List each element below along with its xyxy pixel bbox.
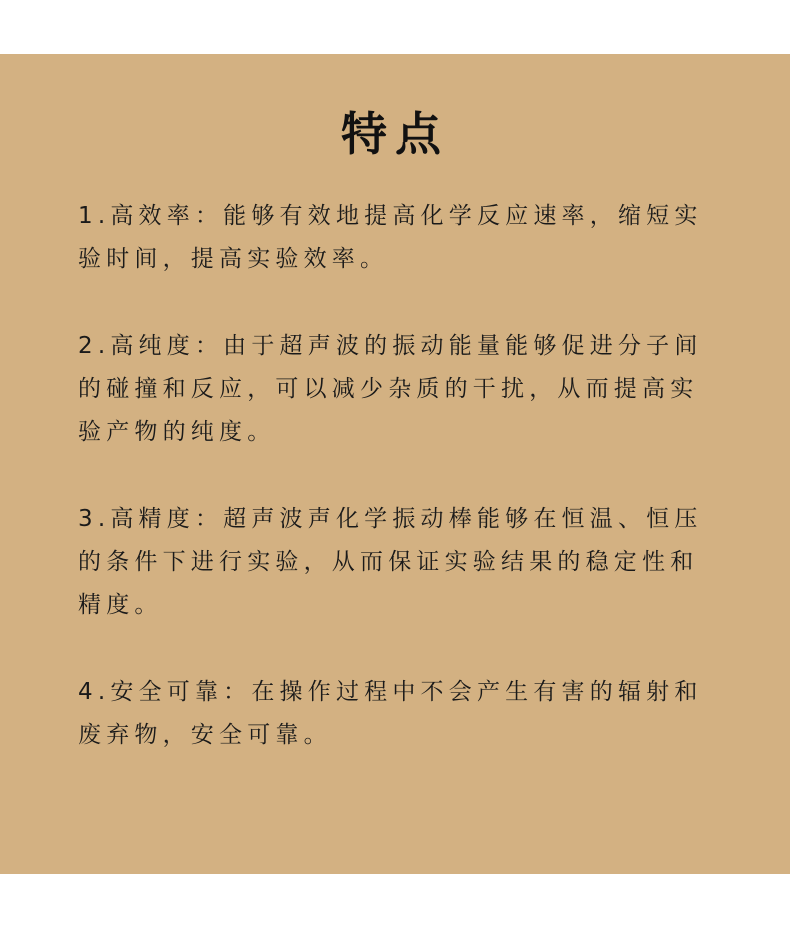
feature-item-safety: 4.安全可靠：在操作过程中不会产生有害的辐射和废弃物，安全可靠。 xyxy=(78,679,703,748)
feature-item-purity: 2.高纯度：由于超声波的振动能量能够促进分子间的碰撞和反应，可以减少杂质的干扰，从而提高实验产物的纯度。 xyxy=(78,333,703,445)
feature-list xyxy=(78,195,718,801)
features-panel xyxy=(0,54,790,874)
feature-item-efficiency: 1.高效率：能够有效地提高化学反应速率，缩短实验时间，提高实验效率。 xyxy=(78,203,703,272)
page-title: 特点 xyxy=(341,107,449,161)
feature-item-precision: 3.高精度：超声波声化学振动棒能够在恒温、恒压的条件下进行实验，从而保证实验结果的稳定性和精度。 xyxy=(78,506,703,618)
